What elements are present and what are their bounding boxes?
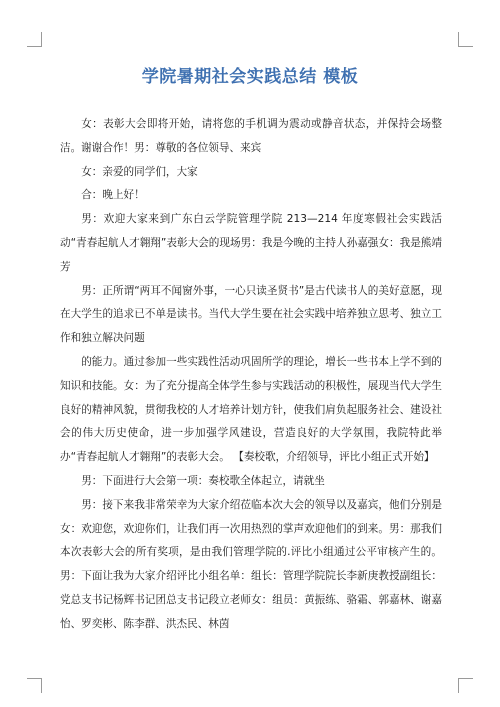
page-corner-mark-bottom-right (458, 678, 473, 693)
paragraph-7: 男：下面进行大会第一项：奏校歌全体起立，请就坐 (81, 474, 325, 487)
page-corner-mark-top-left (27, 32, 42, 47)
paragraph-2: 女：亲爱的同学们，大家 (81, 165, 198, 178)
page-corner-mark-bottom-left (27, 678, 42, 693)
page-corner-mark-top-right (458, 32, 473, 47)
paragraph-6: 的能力。通过参加一些实践性活动巩固所学的理论，增长一些书本上学不到的知识和技能。女：为了充分提高全体学生参与实践活动的积极性，展现当代大学生良好的精神风貌，贯彻我校的人才培养计划方针，使我们肩负起服务社会、建设社会的伟大历史使命，进一步加强学风建设，营造良好的大学氛围，我院特此举办“青春起航人才翱翔”的表彰大会。 【奏校歌，介绍领导，评比小组正式开始】 (60, 355, 442, 464)
paragraph-4: 男：欢迎大家来到广东白云学院管理学院 213—214 年度寒假社会实践活动“青春起航人才翱翔”表彰大会的现场男：我是今晚的主持人孙嘉强女：我是熊靖芳 (60, 213, 442, 273)
paragraph-8: 男：接下来我非常荣幸为大家介绍莅临本次大会的领导以及嘉宾，他们分别是女：欢迎您，欢迎你们，让我们再一次用热烈的掌声欢迎他们的到来。男：那我们本次表彰大会的所有奖项，是由我们管理学院的.评比小组通过公平审核产生的。男：下面让我为大家介绍评比小组名单：组长：管理学院院长李新庚教授副组长：党总支书记杨辉书记团总支书记段立老师女：组员：黄振练、骆霜、郭嘉林、谢嘉怡、罗奕彬、陈李群、洪杰民、林茵 (60, 498, 442, 630)
paragraph-5: 男：正所谓“两耳不闻窗外事，一心只读圣贤书”是古代读书人的美好意愿，现在大学生的追求已不单是读书。当代大学生要在社会实践中培养独立思考、独立工作和独立解决问题 (60, 284, 442, 345)
document-body (60, 113, 442, 637)
paragraph-1: 女：表彰大会即将开始，请将您的手机调为震动或静音状态，并保持会场整洁。谢谢合作！男：尊敬的各位领导、来宾 (60, 118, 442, 154)
page-title: 学院暑期社会实践总结 模板 (141, 67, 359, 87)
paragraph-3: 合：晚上好！ (81, 189, 145, 202)
